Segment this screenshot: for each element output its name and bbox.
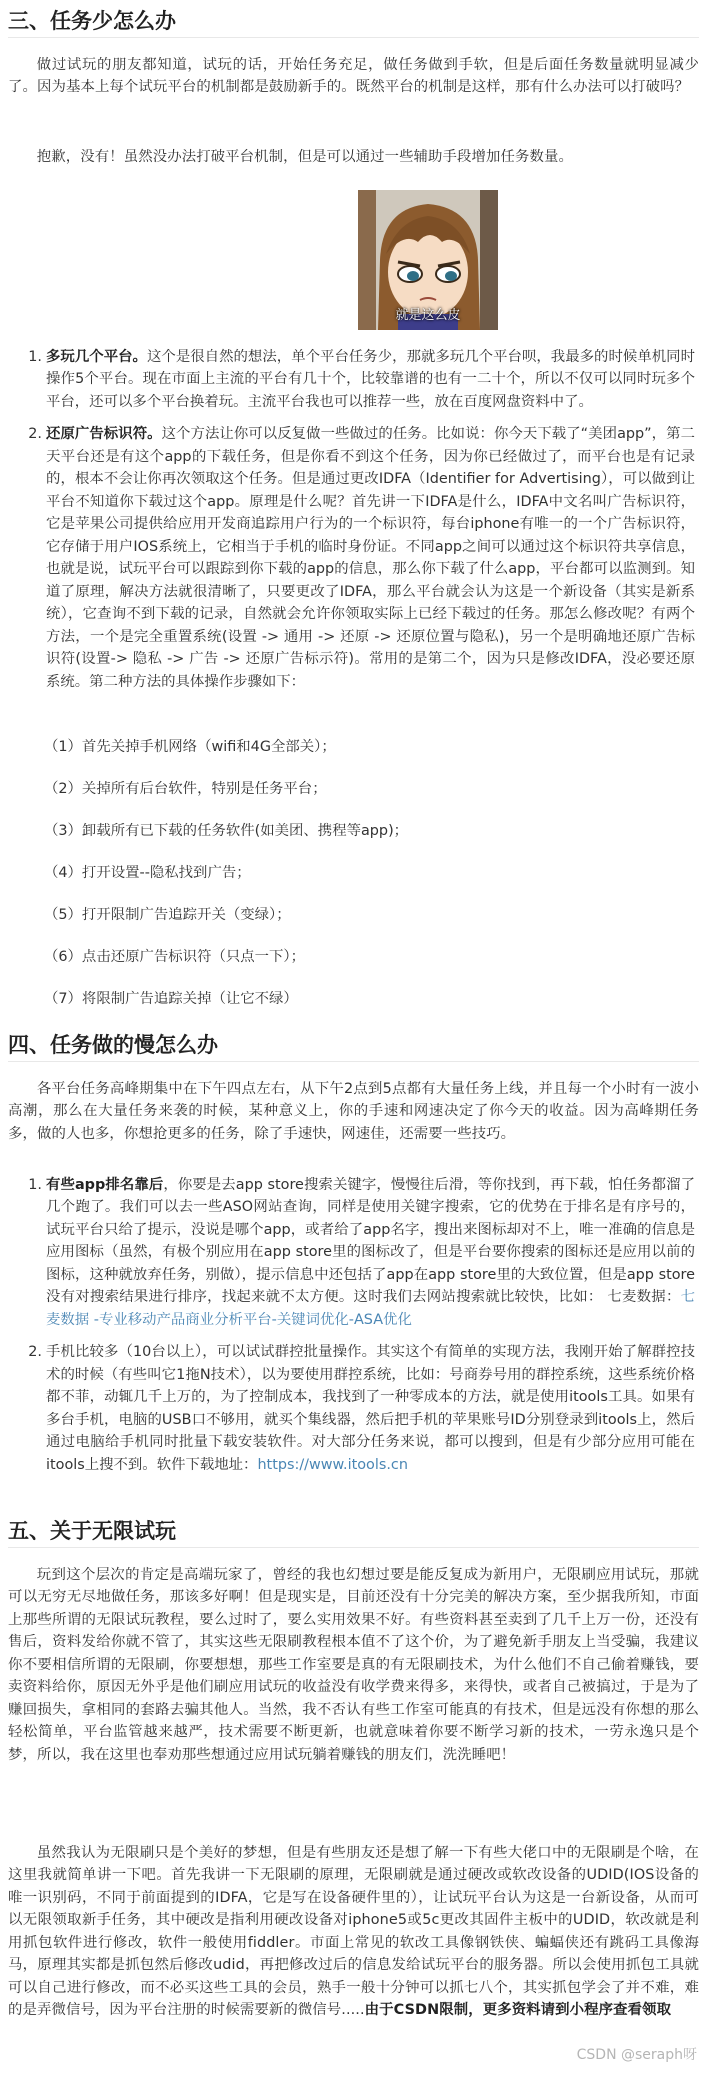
csdn-watermark: CSDN @seraph呀 — [576, 2047, 697, 2064]
qimai-link[interactable]: 七麦数据 -专业移动产品商业分析平台-关键词优化-ASA优化 — [46, 1289, 695, 1328]
list-item: 2. 手机比较多（10台以上），可以试试群控批量操作。其实这个有简单的实现方法，我刚开始了解群控技术的时候（有些叫它1拖N技术），以为要使用群控系统，比如：号商券号用的群控系统，这些系统价格都不菲，动辄几千上万的，为了控制成本，我找到了一种零成本的方法，就是使用itools工具。如果有多台手机，电脑的USB口不够用，就买个集线器，然后把手机的苹果账号ID分别登录到itools上，然后通过电脑给手机同时批量下载安装软件。对大部分任务来说，都可以搜到，但是有少部分应用可能在itools上搜不到。软件下载地址：https://www.itools.cn — [28, 1344, 695, 1473]
step-item: （4）打开设置--隐私找到广告； — [44, 865, 251, 881]
list-item: 2. 还原广告标识符。这个方法让你可以反复做一些做过的任务。比如说：你今天下载了“美团app”，第二天平台还是有这个app的下载任务，但是你看不到这个任务，因为你已经做过了，而平台也是有记录的，根本不会让你再次领取这个任务。但是通过更改IDFA（Identifier for Advertising），可以做到让平台不知道你下载过这个app。原理是什么呢？首先讲一下IDFA是什么，IDFA中文名叫广告标识符，它是苹果公司提供给应用开发商追踪用户行为的一个标识符，每台iphone有唯一的一个广告标识符，它存储于用户IOS系统上，它相当于手机的临时身份证。不同app之间可以通过这个标识符共享信息，也就是说，试玩平台可以跟踪到你下载的app的信息，那么你下载了什么app，平台都可以监测到。知道了原理，解决方法就很清晰了，只要更改了IDFA，那么平台就会认为这是一个新设备（其实是新系统），它查询不到下载的记录，自然就会允许你领取实际上已经下载过的任务。那怎么修改呢？有两个方法，一个是完全重置系统(设置 -> 通用 -> 还原 -> 还原位置与隐私)，另一个是明确地还原广告标识符(设置-> 隐私 -> 广告 -> 还原广告标示符)。常用的是第二个，因为只是修改IDFA，没必要还原系统。第二种方法的具体操作步骤如下： — [28, 426, 695, 690]
paragraph: 抱歉，没有！虽然没办法打破平台机制，但是可以通过一些辅助手段增加任务数量。 — [36, 149, 573, 165]
numbered-list — [22, 1174, 695, 1476]
step-item: （1）首先关掉手机网络（wifi和4G全部关）； — [44, 739, 336, 755]
paragraph: 做过试玩的朋友都知道，试玩的话，开始任务充足，做任务做到手软，但是后面任务数量就明显减少了。因为基本上每个试玩平台的机制都是鼓励新手的。既然平台的机制是这样，那有什么办法可以打破吗？ — [8, 57, 699, 96]
step-item: （7）将限制广告追踪关掉（让它不绿） — [44, 991, 298, 1007]
paragraph: 各平台任务高峰期集中在下午四点左右，从下午2点到5点都有大量任务上线，并且每一个小时有一波小高潮，那么在大量任务来袭的时候，某种意义上，你的手速和网速决定了你今天的收益。因为高峰期任务多，做的人也多，你想抢更多的任务，除了手速快，网速佳，还需要一些技巧。 — [8, 1081, 699, 1142]
meme-image — [358, 190, 498, 330]
section-heading-4: 四、任务做的慢怎么办 — [0, 1028, 707, 1062]
section-heading-3: 三、任务少怎么办 — [0, 4, 707, 38]
list-item: 1. 多玩几个平台。这个是很自然的想法，单个平台任务少，那就多玩几个平台呗，我最多的时候单机同时操作5个平台。现在市面上主流的平台有几十个，比较靠谱的也有一二十个，所以不仅可以同时玩多个平台，还可以多个平台换着玩。主流平台我也可以推荐一些，放在百度网盘资料中了。 — [28, 349, 695, 410]
paragraph: 虽然我认为无限刷只是个美好的梦想，但是有些朋友还是想了解一下有些大佬口中的无限刷是个啥，在这里我就简单讲一下吧。首先我讲一下无限刷的原理，无限刷就是通过硬改或软改设备的UDID(IOS设备的唯一识别码，不同于前面提到的IDFA，它是写在设备硬件里的），让试玩平台认为这是一台新设备，从而可以无限领取新手任务，其中硬改是指利用硬改设备对iphone5或5c更改其固件主板中的UDID，软改就是利用抓包软件进行修改，软件一般使用fiddler。市面上常见的软改工具像钢铁侠、蝙蝠侠还有跳码工具像海马，原理其实都是抓包然后修改udid，再把修改过后的信息发给试玩平台的服务器。所以会使用抓包工具就可以自己进行修改，而不必买这些工具的会员，熟手一般十分钟可以抓七八个，其实抓包学会了并不难，难的是弄微信号，因为平台注册的时候需要新的微信号.....由于CSDN限制，更多资料请到小程序查看领取 — [8, 1845, 699, 2019]
csdn-limit-notice: 由于CSDN限制，更多资料请到小程序查看领取 — [364, 2002, 672, 2019]
itools-link[interactable]: https://www.itools.cn — [257, 1456, 408, 1473]
section-heading-5: 五、关于无限试玩 — [0, 1514, 707, 1548]
step-item: （6）点击还原广告标识符（只点一下）； — [44, 949, 305, 965]
numbered-list — [22, 346, 695, 693]
step-item: （5）打开限制广告追踪开关（变绿）； — [44, 907, 291, 923]
step-item: （2）关掉所有后台软件，特别是任务平台； — [44, 781, 327, 797]
list-item: 1. 有些app排名靠后，你要是去app store搜索关键字，慢慢往后滑，等你找到，再下载，怕任务都溜了几个跑了。我们可以去一些ASO网站查询，同样是使用关键字搜索，它的优势在于排名是有序号的，试玩平台只给了提示，没说是哪个app，或者给了app名字，搜出来图标却对不上，唯一准确的信息是应用图标（虽然，有极个别应用在app store里的图标改了，但是平台要你搜索的图标还是应用以前的图标，这种就放弃任务，别做），提示信息中还包括了app在app store里的大致位置，但是app store没有对搜索结果进行排序，找起来就不太方便。这时我们去网站搜索就比较快，比如： 七麦数据：七麦数据 -专业移动产品商业分析平台-关键词优化-ASA优化 — [28, 1177, 695, 1328]
paragraph: 玩到这个层次的肯定是高端玩家了，曾经的我也幻想过要是能反复成为新用户，无限刷应用试玩，那就可以无穷无尽地做任务，那该多好啊！但是现实是，目前还没有十分完美的解决方案，至少据我所知，市面上那些所谓的无限试玩教程，要么过时了，要么实用效果不好。有些资料甚至卖到了几千上万一份，还没有售后，资料发给你就不管了，其实这些无限刷教程根本值不了这个价，为了避免新手朋友上当受骗，我建议你不要相信所谓的无限刷，你要想想，那些工作室要是真的有无限刷技术，为什么他们不自己偷着赚钱，要卖资料给你，原因无外乎是他们刷应用试玩的收益没有收学费来得多，来得快，或者自己被搞过，于是为了赚回损失，拿相同的套路去骗其他人。当然，我不否认有些工作室可能真的有技术，但是远没有你想的那么轻松简单，平台监管越来越严，技术需要不断更新，也就意味着你要不断学习新的技术，一劳永逸只是个梦，所以，我在这里也奉劝那些想通过应用试玩躺着赚钱的朋友们，洗洗睡吧！ — [8, 1567, 699, 1763]
step-item: （3）卸载所有已下载的任务软件(如美团、携程等app)； — [44, 823, 409, 839]
image-caption: 就是这么皮 — [395, 307, 461, 323]
